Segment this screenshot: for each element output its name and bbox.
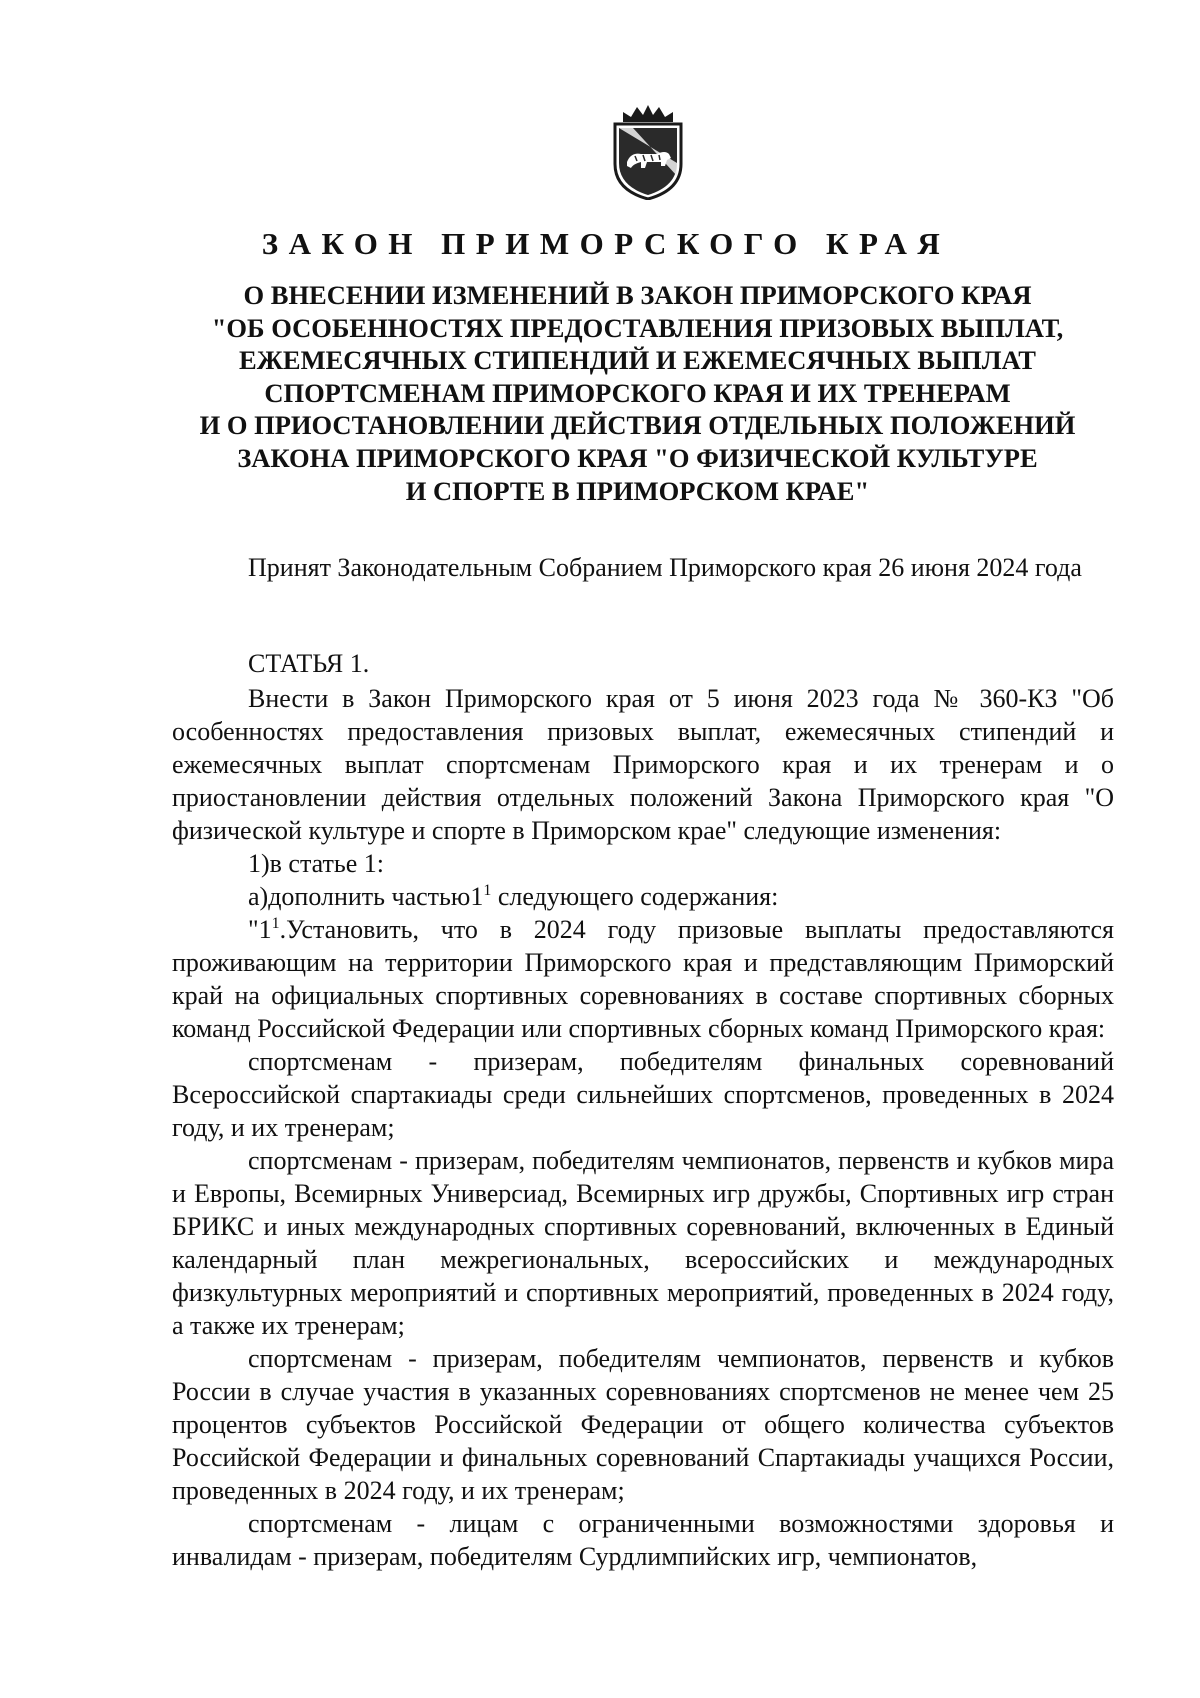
item-a-tail: следующего содержания:: [491, 882, 779, 911]
article-1: [172, 647, 1114, 1573]
article-heading: СТАТЬЯ 1.: [248, 649, 370, 678]
paragraph: спортсменам - лицам с ограниченными возможностями здоровья и инвалидам - призерам, победителям Сурдлимпийских игр, чемпионатов,: [172, 1509, 1114, 1571]
superscript: 1: [483, 882, 492, 899]
quote-open: "1: [248, 915, 272, 944]
subtitle-line: ЕЖЕМЕСЯЧНЫХ СТИПЕНДИЙ И ЕЖЕМЕСЯЧНЫХ ВЫПЛАТ: [239, 345, 1036, 376]
law-title: ЗАКОН ПРИМОРСКОГО КРАЯ: [261, 226, 951, 261]
subtitle-line: И СПОРТЕ В ПРИМОРСКОМ КРАЕ": [405, 475, 870, 506]
adoption-note: [172, 551, 1114, 584]
quote-text: .Установить, что в 2024 году призовые выплаты предоставляются проживающим на территории Приморского края и представляющим Приморский край на официальных спортивных соревнованиях в составе спортивных сборных команд Российской Федерации или спортивных сборных команд Приморского края:: [172, 915, 1114, 1043]
primorsky-krai-coat-of-arms-icon: [607, 104, 689, 200]
subtitle-line: И О ПРИОСТАНОВЛЕНИИ ДЕЙСТВИЯ ОТДЕЛЬНЫХ ПОЛОЖЕНИЙ: [199, 410, 1076, 441]
subtitle-line: ЗАКОНА ПРИМОРСКОГО КРАЯ "О ФИЗИЧЕСКОЙ КУЛЬТУРЕ: [237, 442, 1038, 473]
paragraph: спортсменам - призерам, победителям чемпионатов, первенств и кубков мира и Европы, Всемирных Универсиад, Всемирных игр дружбы, Спортивных игр стран БРИКС и иных международных спортивных соревнований, включенных в Единый календарный план межрегиональных, всероссийских и международных физкультурных мероприятий и спортивных мероприятий, проведенных в 2024 году, а также их тренерам;: [172, 1146, 1114, 1340]
item-a-text: а)дополнить частью1: [248, 882, 484, 911]
adoption-text: Принят Законодательным Собранием Приморского края 26 июня 2024 года: [248, 553, 1082, 582]
subtitle-line: О ВНЕСЕНИИ ИЗМЕНЕНИЙ В ЗАКОН ПРИМОРСКОГО КРАЯ: [243, 280, 1032, 310]
quoted-part-1-1: [172, 913, 1114, 1045]
paragraph: спортсменам - призерам, победителям чемпионатов, первенств и кубков России в случае участия в указанных соревнованиях спортсменов не менее чем 25 процентов субъектов Российской Федерации от общего количества субъектов Российской Федерации и финальных соревнований Спартакиады учащихся России, проведенных в 2024 году, и их тренерам;: [172, 1344, 1114, 1505]
subtitle-line: "ОБ ОСОБЕННОСТЯХ ПРЕДОСТАВЛЕНИЯ ПРИЗОВЫХ ВЫПЛАТ,: [211, 312, 1064, 343]
superscript: 1: [271, 915, 280, 932]
list-item-a: [172, 880, 1114, 913]
paragraph: спортсменам - призерам, победителям финальных соревнований Всероссийской спартакиады среди сильнейших спортсменов, проведенных в 2024 году, и их тренерам;: [172, 1047, 1114, 1142]
article-intro: Внести в Закон Приморского края от 5 июня 2023 года № 360-КЗ "Об особенностях предоставления призовых выплат, ежемесячных стипендий и ежемесячных выплат спортсменам Приморского края и их тренерам и о приостановлении действия отдельных положений Закона Приморского края "О физической культуре и спорте в Приморском крае" следующие изменения:: [172, 684, 1114, 845]
subtitle-line: СПОРТСМЕНАМ ПРИМОРСКОГО КРАЯ И ИХ ТРЕНЕРАМ: [264, 377, 1011, 408]
list-item-1: 1)в статье 1:: [248, 849, 385, 878]
law-subtitle: [160, 279, 1115, 507]
